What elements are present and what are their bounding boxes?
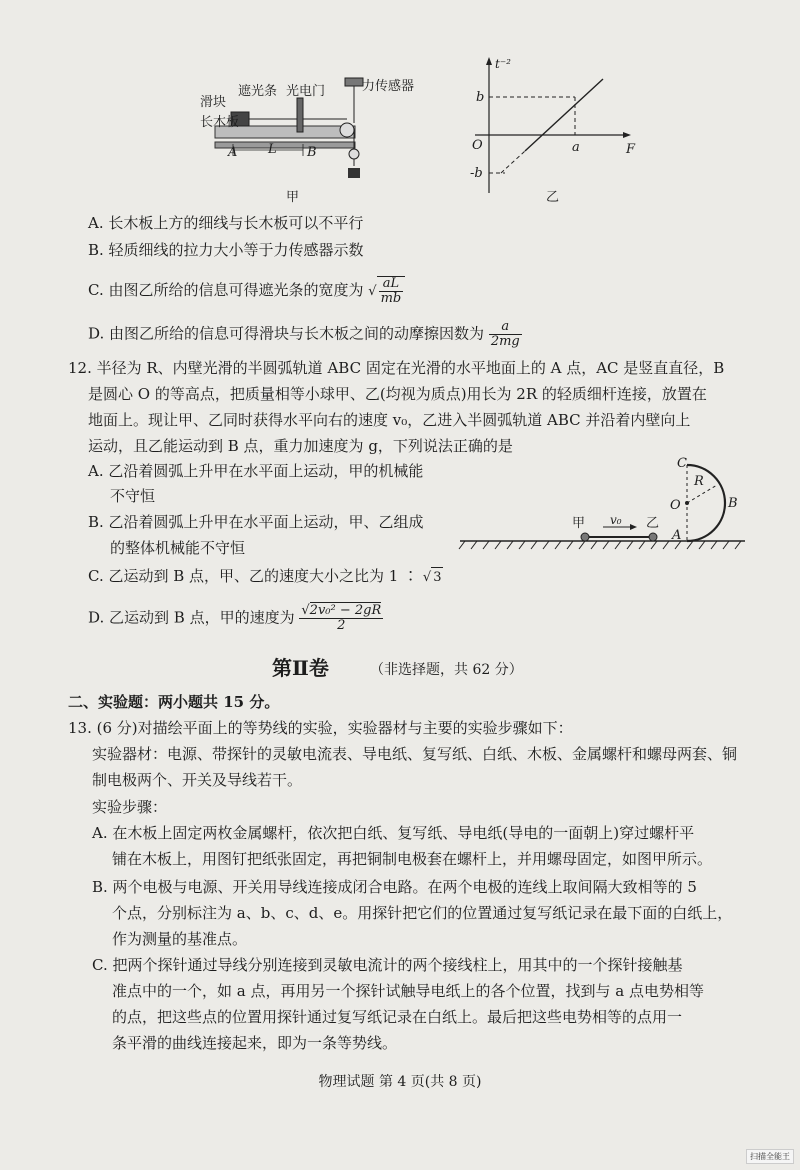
section-2-subtitle: （非选择题，共 62 分）: [370, 662, 523, 678]
q13-step-b-1: B. 两个电极与电源、开关用导线连接成闭合电路。在两个电极的连线上取间隔大致相等的 5: [92, 878, 697, 896]
q12-option-d-frac: $\frac{\text{√2v₀² − 2gR}}{2}$: [301, 603, 382, 633]
part-2-heading: 二、实验题：两小题共 15 分。: [68, 693, 280, 711]
graph-y-axis-label: t⁻²: [495, 57, 511, 71]
q13-step-b-2: 个点，分别标注为 a、b、c、d、e。用探针把它们的位置通过复写纸记录在最下面的白纸上，: [112, 904, 733, 922]
figure-semicircle-track: [455, 455, 755, 555]
q11-d-num: a: [489, 320, 522, 335]
q12-line-4: 运动，且乙能运动到 B 点，重力加速度为 g，下列说法正确的是: [88, 437, 513, 455]
label-L: L: [268, 142, 277, 157]
caption-yi: 乙: [546, 190, 560, 205]
label-A: A: [228, 145, 238, 160]
q11-option-c-sqrt: √ $\frac{aL}{mb}$: [368, 276, 405, 306]
track-label-B: B: [728, 496, 738, 511]
q12-option-d: [88, 604, 383, 633]
q12-option-a-1: A. 乙沿着圆弧上升甲在水平面上运动，甲的机械能: [88, 462, 424, 480]
q12-d-num: 2v₀² − 2gR: [309, 603, 382, 618]
q11-option-b: B. 轻质细线的拉力大小等于力传感器示数: [88, 241, 364, 259]
graph-b-label: b: [476, 90, 485, 105]
q12-option-c: [88, 566, 443, 588]
q12-option-b-2: 的整体机械能不守恒: [110, 539, 246, 557]
q13-step-a-1: A. 在木板上固定两枚金属螺杆，依次把白纸、复写纸、导电纸(导电的一面朝上)穿过螺杆平: [92, 824, 695, 842]
graph-neg-b-label: -b: [470, 166, 483, 181]
q11-option-d-frac: [489, 320, 522, 349]
q13-step-c-3: 的点，把这些点的位置用探针通过复写纸记录在白纸上。最后把这些电势相等的点用一: [112, 1008, 683, 1026]
track-label-yi: 乙: [646, 516, 660, 531]
q13-step-c-4: 条平滑的曲线连接起来，即为一条等势线。: [112, 1034, 398, 1052]
q11-c-den: mb: [380, 291, 402, 306]
graph-a-label: a: [572, 140, 580, 155]
q12-d-den: 2: [337, 618, 346, 633]
section-2-title: 第Ⅱ卷: [272, 656, 329, 680]
track-label-jia: 甲: [572, 516, 586, 531]
q13-steps-heading: 实验步骤：: [92, 798, 168, 816]
q13-step-c-1: C. 把两个探针通过导线分别连接到灵敏电流计的两个接线柱上，用其中的一个探针接触基: [92, 956, 683, 974]
q13-step-a-2: 铺在木板上，用图钉把纸张固定，再把铜制电极套在螺杆上，并用螺母固定，如图甲所示。: [112, 850, 713, 868]
q12-option-d-text: D. 乙运动到 B 点，甲的速度为: [88, 608, 295, 627]
label-shading-strip: 遮光条: [238, 84, 278, 99]
label-slider: 滑块: [200, 95, 227, 110]
q13-line-1: 13. (6 分)对描绘平面上的等势线的实验，实验器材与主要的实验步骤如下：: [68, 719, 573, 737]
q12-option-b-1: B. 乙沿着圆弧上升甲在水平面上运动，甲、乙组成: [88, 513, 424, 531]
q13-step-c-2: 准点中的一个，如 a 点，再用另一个探针试触导电纸上的各个位置，找到与 a 点电势相等: [112, 982, 704, 1000]
scanner-badge: 扫描全能王: [746, 1149, 794, 1164]
caption-jia: 甲: [286, 190, 300, 205]
label-force-sensor: 力传感器: [362, 79, 415, 94]
q12-option-c-sqrt: √ 3: [423, 567, 444, 588]
label-photogate: 光电门: [286, 84, 326, 99]
q11-c-num: aL: [379, 277, 404, 292]
q13-materials-2: 制电极两个、开关及导线若干。: [92, 771, 303, 789]
q11-option-d-text: D. 由图乙所给的信息可得滑块与长木板之间的动摩擦因数为: [88, 324, 485, 343]
q11-option-c: [88, 276, 405, 306]
track-label-v0: v₀: [610, 513, 622, 527]
track-label-R: R: [694, 474, 704, 489]
track-label-C: C: [677, 456, 687, 471]
graph-x-axis-label: F: [626, 142, 636, 157]
q13-materials-1: 实验器材：电源、带探针的灵敏电流表、导电纸、复写纸、白纸、木板、金属螺杆和螺母两套、铜: [92, 745, 738, 763]
page-footer: 物理试题 第 4 页(共 8 页): [318, 1074, 482, 1090]
figure-yi-graph: [465, 55, 635, 200]
q11-option-d: [88, 320, 522, 349]
track-label-A: A: [672, 528, 682, 543]
label-B: B: [307, 145, 317, 160]
track-label-O: O: [670, 498, 681, 513]
q12-line-2: 是圆心 O 的等高点，把质量相等小球甲、乙(均视为质点)用长为 2R 的轻质细杆连接，放置在: [88, 385, 707, 403]
q12-option-a-2: 不守恒: [110, 487, 156, 505]
q12-line-1: 12. 半径为 R、内壁光滑的半圆弧轨道 ABC 固定在光滑的水平地面上的 A 点，AC 是竖直直径，B: [68, 359, 725, 377]
label-board: 长木板: [200, 115, 240, 130]
q11-option-c-text: C. 由图乙所给的信息可得遮光条的宽度为: [88, 281, 364, 299]
q12-line-3: 地面上。现让甲、乙同时获得水平向右的速度 v₀，乙进入半圆弧轨道 ABC 并沿着内壁向上: [88, 411, 691, 429]
q11-d-den: 2mg: [490, 334, 520, 349]
q11-option-a: A. 长木板上方的细线与长木板可以不平行: [88, 214, 364, 232]
graph-origin-label: O: [472, 138, 483, 153]
q12-option-c-text: C. 乙运动到 B 点，甲、乙的速度大小之比为 1 ∶: [88, 567, 423, 585]
q13-step-b-3: 作为测量的基准点。: [112, 930, 248, 948]
